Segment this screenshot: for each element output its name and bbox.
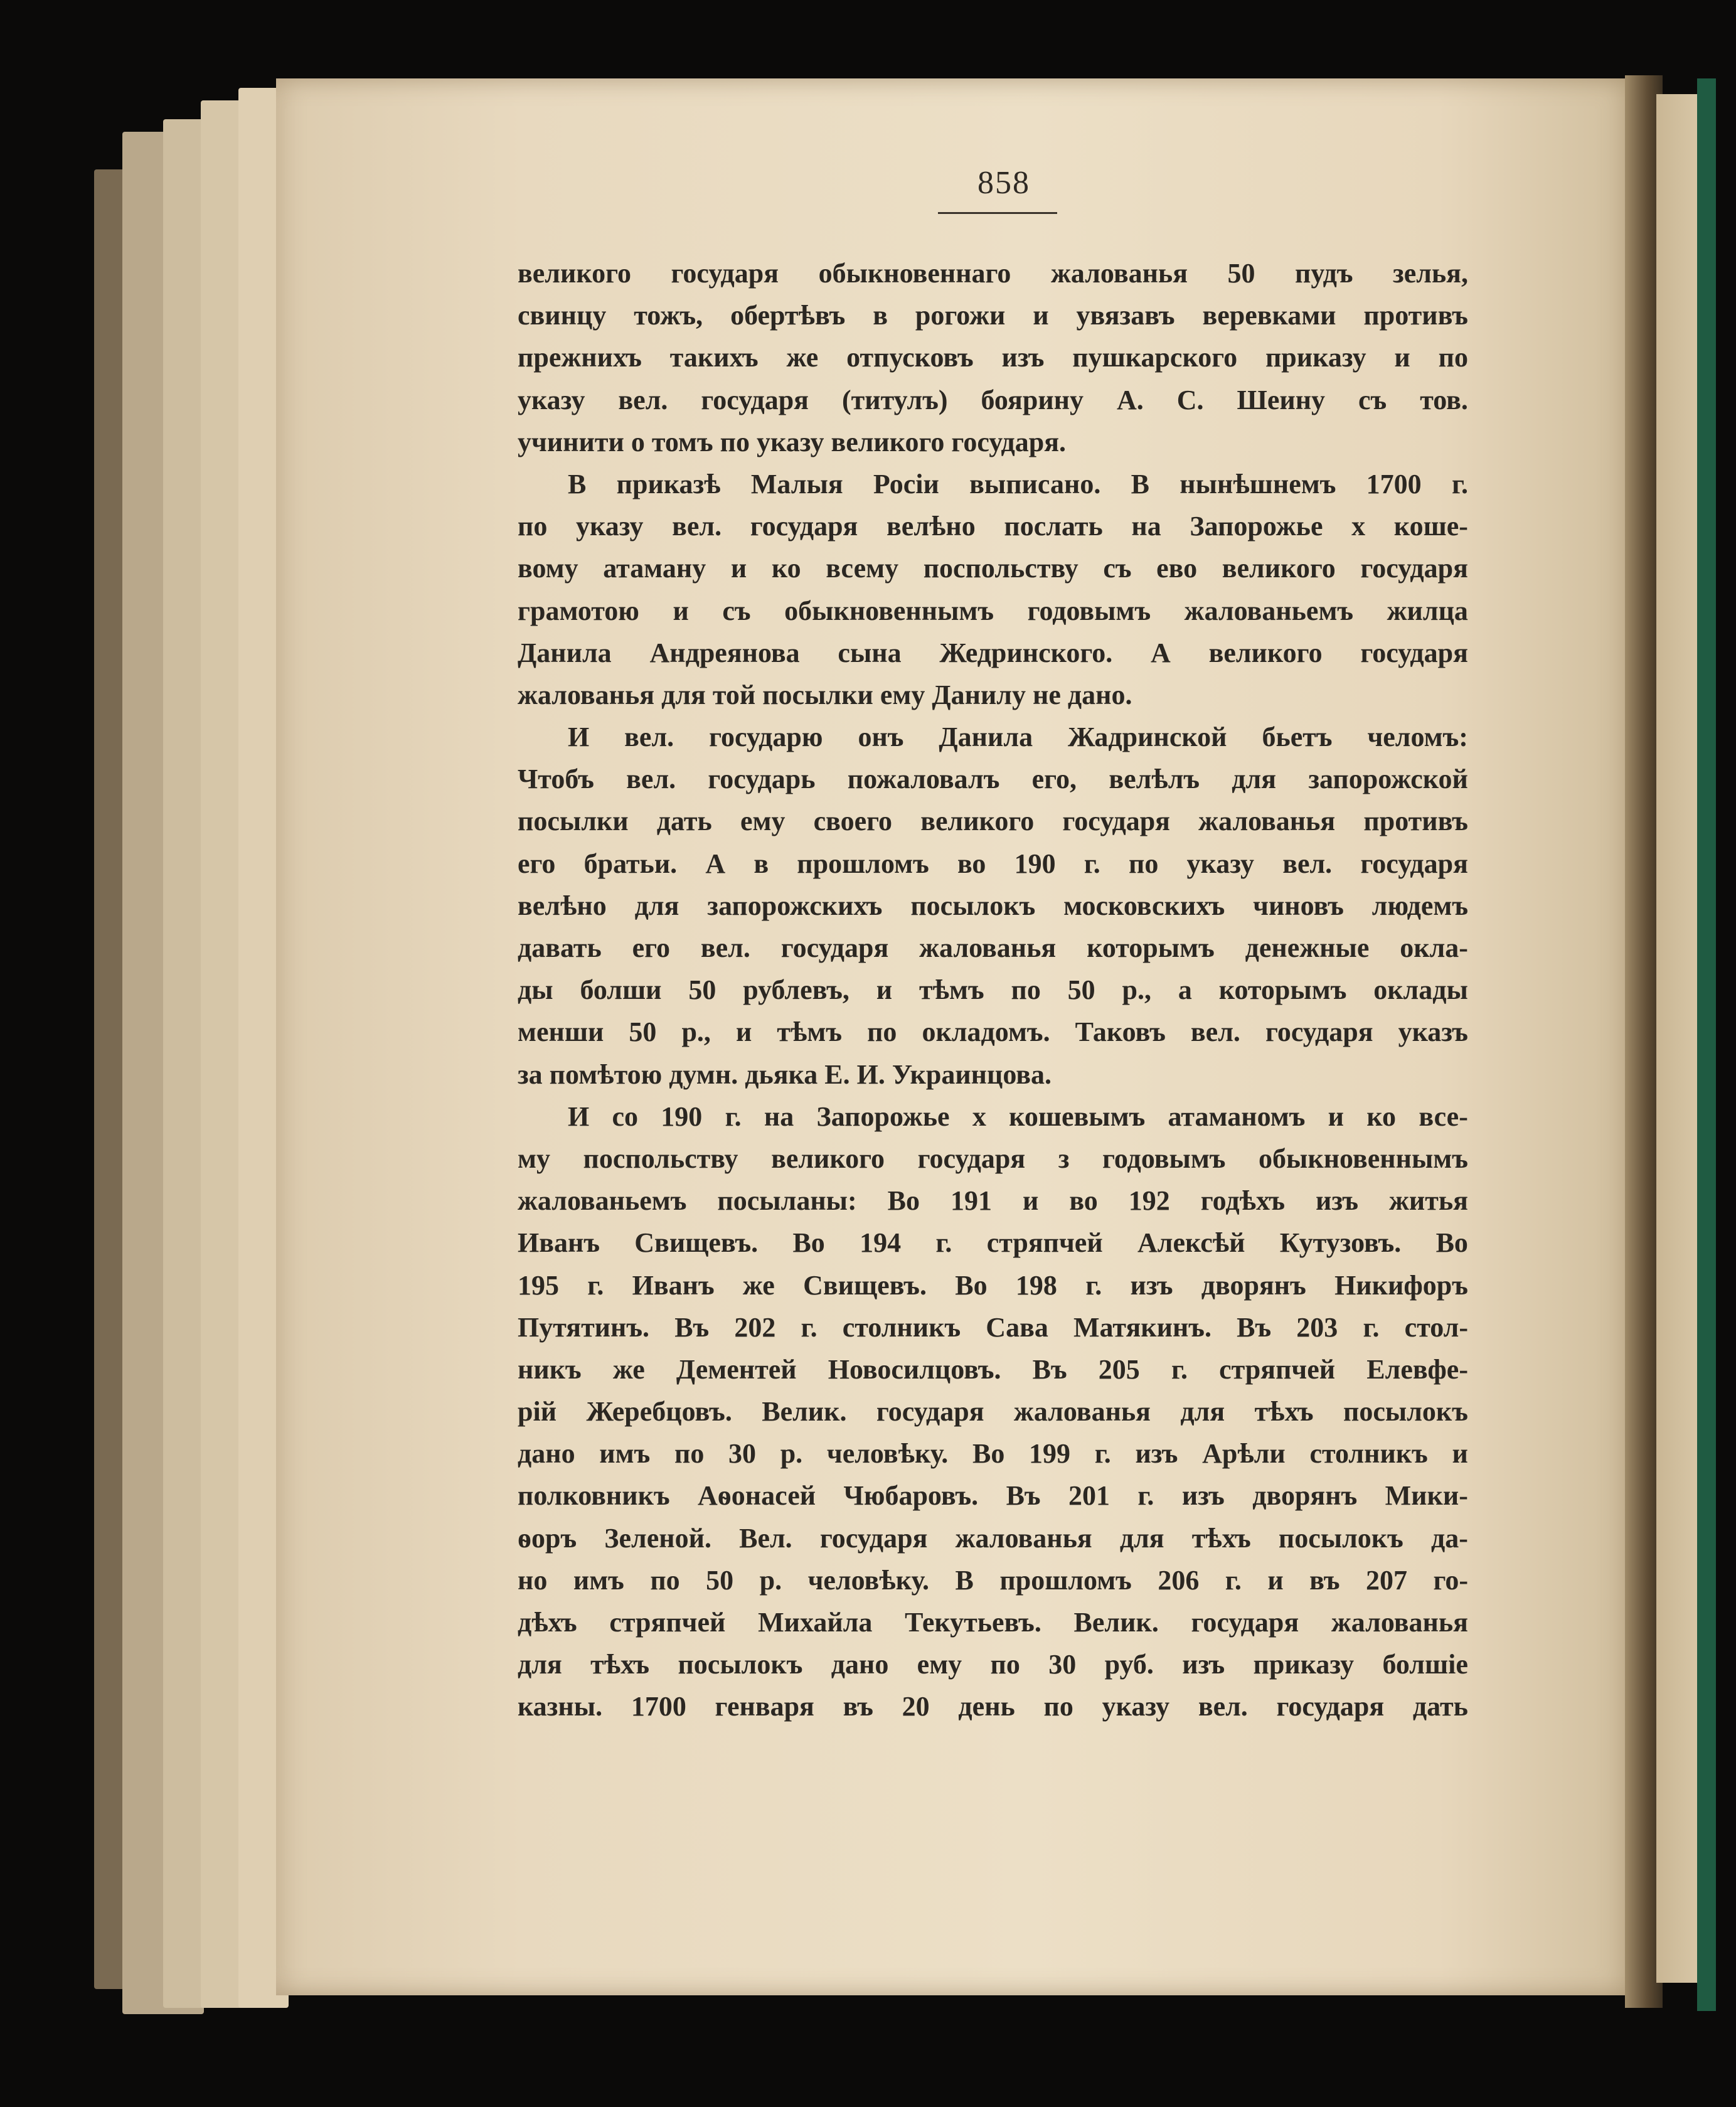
text-line: для тѣхъ посылокъ дано ему по 30 руб. изъ приказу болшіе (518, 1649, 1468, 1680)
text-line: Данила Андреянова сына Жедринского. А великого государя (518, 637, 1468, 668)
text-line: великого государя обыкновеннаго жалованья 50 пудъ зелья, (518, 258, 1468, 289)
text-line: полковникъ Аѳонасей Чюбаровъ. Въ 201 г. изъ дворянъ Мики- (518, 1480, 1468, 1512)
text-line: ды болши 50 рублевъ, и тѣмъ по 50 р., а которымъ оклады (518, 974, 1468, 1006)
text-line: дано имъ по 30 р. человѣку. Во 199 г. изъ Арѣли столникъ и (518, 1438, 1468, 1470)
text-line: му поспольству великого государя з годовымъ обыкновеннымъ (518, 1143, 1468, 1174)
text-line: жалованья для той посылки ему Данилу не дано. (518, 679, 1132, 710)
text-line: посылки дать ему своего великого государя жалованья противъ (518, 806, 1468, 837)
text-line: 195 г. Иванъ же Свищевъ. Во 198 г. изъ дворянъ Никифоръ (518, 1269, 1468, 1301)
text-line: по указу вел. государя велѣно послать на Запорожье х коше- (518, 511, 1468, 542)
next-page-edge (1656, 94, 1700, 1983)
text-line: Путятинъ. Въ 202 г. столникъ Сава Матякинъ. Въ 203 г. стол- (518, 1311, 1468, 1343)
text-line: никъ же Дементей Новосилцовъ. Въ 205 г. стряпчей Елевфе- (518, 1353, 1468, 1385)
text-line: за помѣтою думн. дьяка Е. И. Украинцова. (518, 1059, 1052, 1090)
text-line: свинцу тожъ, обертѣвъ в рогожи и увязавъ веревками противъ (518, 300, 1468, 331)
text-line: учинити о томъ по указу великого государя. (518, 426, 1067, 457)
text-line: Чтобъ вел. государь пожаловалъ его, велѣлъ для запорожской (518, 764, 1468, 795)
text-line: рій Жеребцовъ. Велик. государя жалованья для тѣхъ посылокъ (518, 1396, 1468, 1427)
text-line: грамотою и съ обыкновеннымъ годовымъ жалованьемъ жилца (518, 595, 1468, 626)
page-number-rule (938, 212, 1057, 214)
text-line: Иванъ Свищевъ. Во 194 г. стряпчей Алексѣй Кутузовъ. Во (518, 1227, 1468, 1259)
text-line: казны. 1700 генваря въ 20 день по указу вел. государя дать (518, 1691, 1468, 1722)
text-line: И вел. государю онъ Данила Жадринской бьетъ челомъ: (568, 722, 1468, 753)
book-cover (1697, 78, 1716, 2011)
body-text (518, 257, 1468, 1733)
text-line: вому атаману и ко всему поспольству съ ево великого государя (518, 553, 1468, 584)
text-line: В приказѣ Малыя Росіи выписано. В нынѣшнемъ 1700 г. (568, 468, 1468, 499)
text-line: дѣхъ стряпчей Михайла Текутьевъ. Велик. государя жалованья (518, 1607, 1468, 1638)
text-line: давать его вел. государя жалованья которымъ денежные окла- (518, 932, 1468, 963)
text-line: жалованьемъ посыланы: Во 191 и во 192 годѣхъ изъ житья (518, 1185, 1468, 1217)
text-line: И со 190 г. на Запорожье х кошевымъ атаманомъ и ко все- (568, 1101, 1468, 1132)
page-number: 858 (977, 165, 1030, 201)
text-line: указу вел. государя (титулъ) боярину А. С. Шеину съ тов. (518, 384, 1468, 415)
text-line: прежнихъ такихъ же отпусковъ изъ пушкарского приказу и по (518, 342, 1468, 373)
text-line: менши 50 р., и тѣмъ по окладомъ. Таковъ вел. государя указъ (518, 1016, 1468, 1048)
text-line: велѣно для запорожскихъ посылокъ московскихъ чиновъ людемъ (518, 890, 1468, 921)
text-line: его братьи. А в прошломъ во 190 г. по указу вел. государя (518, 848, 1468, 879)
text-line: но имъ по 50 р. человѣку. В прошломъ 206 г. и въ 207 го- (518, 1564, 1468, 1596)
text-line: ѳоръ Зеленой. Вел. государя жалованья для тѣхъ посылокъ да- (518, 1522, 1468, 1554)
